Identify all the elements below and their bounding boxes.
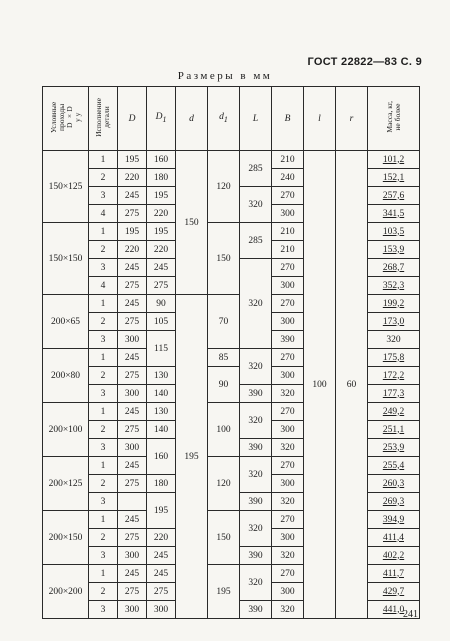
L-cell: 285 — [240, 151, 272, 187]
variant-cell: 2 — [89, 169, 118, 187]
L-cell: 390 — [240, 601, 272, 619]
mass-cell: 249,2 — [368, 403, 420, 421]
mass-cell: 251,1 — [368, 421, 420, 439]
B-cell: 270 — [272, 295, 304, 313]
variant-cell: 3 — [89, 547, 118, 565]
page-number: 241 — [403, 609, 418, 620]
d1-cell: 195 — [208, 565, 240, 619]
B-cell: 320 — [272, 439, 304, 457]
variant-cell: 3 — [89, 493, 118, 511]
D1-cell: 115 — [147, 331, 176, 367]
dn-cell: 200×100 — [43, 403, 89, 457]
mass-cell: 199,2 — [368, 295, 420, 313]
D1-cell: 90 — [147, 295, 176, 313]
variant-cell: 4 — [89, 205, 118, 223]
mass-cell: 268,7 — [368, 259, 420, 277]
D-cell: 245 — [118, 403, 147, 421]
B-cell: 320 — [368, 331, 420, 349]
D-cell: 300 — [118, 439, 147, 457]
D1-cell: 300 — [147, 601, 176, 619]
B-cell: 270 — [272, 403, 304, 421]
mass-cell: 175,8 — [368, 349, 420, 367]
col-header-D: D — [118, 87, 147, 151]
D-cell: 245 — [118, 295, 147, 313]
D1-cell: 245 — [147, 259, 176, 277]
D-cell: 245 — [118, 349, 147, 367]
D-cell: 275 — [118, 205, 147, 223]
D-cell: 275 — [118, 277, 147, 295]
mass-cell: 341,5 — [368, 205, 420, 223]
B-cell: 300 — [272, 277, 304, 295]
D-cell: 275 — [118, 529, 147, 547]
L-cell: 320 — [240, 511, 272, 547]
D1-cell: 140 — [147, 421, 176, 439]
B-cell: 300 — [272, 421, 304, 439]
D1-cell: 220 — [147, 205, 176, 223]
B-cell: 320 — [272, 385, 304, 403]
B-cell: 240 — [272, 169, 304, 187]
d1-cell: 120 — [208, 151, 240, 223]
B-cell: 210 — [272, 223, 304, 241]
D1-cell: 220 — [147, 529, 176, 547]
mass-cell: 352,3 — [368, 277, 420, 295]
col-header-r: r — [336, 87, 368, 151]
D1-cell: 245 — [147, 565, 176, 583]
B-cell: 210 — [272, 241, 304, 259]
mass-cell: 172,2 — [368, 367, 420, 385]
variant-cell: 3 — [89, 439, 118, 457]
D-cell: 195 — [118, 223, 147, 241]
D1-cell: 160 — [147, 439, 176, 475]
variant-cell: 2 — [89, 583, 118, 601]
dn-cell: 150×125 — [43, 151, 89, 223]
r-cell: 60 — [336, 151, 368, 619]
dn-cell: 200×150 — [43, 511, 89, 565]
d1-cell: 150 — [208, 511, 240, 565]
B-cell: 300 — [272, 313, 304, 331]
D1-cell: 245 — [147, 547, 176, 565]
col-header-d1: $d_1$ — [208, 87, 240, 151]
L-cell: 285 — [240, 223, 272, 259]
D-cell: 245 — [118, 187, 147, 205]
variant-cell: 1 — [89, 295, 118, 313]
L-cell: 390 — [272, 331, 304, 349]
B-cell: 210 — [272, 151, 304, 169]
variant-cell: 2 — [89, 367, 118, 385]
table-title: Размеры в мм — [177, 70, 273, 82]
B-cell: 270 — [272, 511, 304, 529]
D1-cell: 140 — [147, 385, 176, 403]
mass-cell: 152,1 — [368, 169, 420, 187]
D-cell: 195 — [118, 151, 147, 169]
L-cell: 320 — [240, 565, 272, 601]
L-cell: 320 — [240, 403, 272, 439]
col-header-B: B — [272, 87, 304, 151]
d1-cell: 150 — [208, 223, 240, 295]
standard-header: ГОСТ 22822—83 С. 9 — [307, 56, 422, 68]
variant-cell: 2 — [89, 241, 118, 259]
D-cell: 300 — [118, 331, 147, 349]
D1-cell: 180 — [147, 169, 176, 187]
D1-cell: 195 — [147, 187, 176, 205]
L-cell: 390 — [240, 385, 272, 403]
D1-cell: 195 — [147, 223, 176, 241]
mass-cell: 429,7 — [368, 583, 420, 601]
mass-cell: 153,9 — [368, 241, 420, 259]
D1-cell: 105 — [147, 313, 176, 331]
variant-cell: 3 — [89, 601, 118, 619]
dn-cell: 150×150 — [43, 223, 89, 295]
d1-cell: 120 — [208, 457, 240, 511]
variant-cell: 2 — [89, 313, 118, 331]
D-cell: 300 — [118, 601, 147, 619]
L-cell: 320 — [240, 349, 272, 385]
mass-cell: 441,0 — [368, 601, 420, 619]
variant-cell: 3 — [89, 259, 118, 277]
d-cell: 195 — [176, 295, 208, 619]
D-cell: 245 — [118, 457, 147, 475]
D1-cell: 220 — [147, 241, 176, 259]
col-header-mass: Масса, кг, не более — [368, 87, 420, 151]
header-row — [43, 87, 420, 151]
d1-cell: 85 — [208, 349, 240, 367]
col-header-D1: $D_1$ — [147, 87, 176, 151]
D-cell: 275 — [118, 367, 147, 385]
B-cell: 300 — [272, 583, 304, 601]
variant-cell: 1 — [89, 457, 118, 475]
D1-cell: 275 — [147, 277, 176, 295]
mass-cell: 257,6 — [368, 187, 420, 205]
col-header-d: d — [176, 87, 208, 151]
B-cell: 300 — [272, 205, 304, 223]
d1-cell: 90 — [208, 367, 240, 403]
D-cell: 300 — [118, 385, 147, 403]
D-cell: 220 — [118, 169, 147, 187]
L-cell: 390 — [240, 493, 272, 511]
D-cell: 275 — [118, 583, 147, 601]
B-cell: 320 — [272, 547, 304, 565]
D-cell: 245 — [118, 511, 147, 529]
D1-cell: 130 — [147, 403, 176, 421]
mass-cell: 103,5 — [368, 223, 420, 241]
col-header-l: l — [304, 87, 336, 151]
mass-cell: 269,3 — [368, 493, 420, 511]
dn-cell: 200×200 — [43, 565, 89, 619]
B-cell: 270 — [272, 187, 304, 205]
l-cell: 100 — [304, 151, 336, 619]
D-cell: 245 — [118, 259, 147, 277]
variant-cell: 3 — [89, 331, 118, 349]
B-cell: 300 — [272, 475, 304, 493]
variant-cell: 1 — [89, 511, 118, 529]
D1-cell: 160 — [147, 151, 176, 169]
variant-cell: 2 — [89, 529, 118, 547]
mass-cell: 101,2 — [368, 151, 420, 169]
variant-cell: 1 — [89, 403, 118, 421]
mass-cell: 253,9 — [368, 439, 420, 457]
L-cell: 320 — [240, 259, 272, 349]
D1-cell: 195 — [147, 493, 176, 529]
mass-cell: 411,4 — [368, 529, 420, 547]
D-cell: 220 — [118, 241, 147, 259]
variant-cell: 1 — [89, 151, 118, 169]
L-cell: 320 — [240, 187, 272, 223]
mass-cell: 394,9 — [368, 511, 420, 529]
B-cell: 300 — [272, 529, 304, 547]
d1-cell: 100 — [208, 403, 240, 457]
mass-cell: 177,3 — [368, 385, 420, 403]
mass-cell: 173,0 — [368, 313, 420, 331]
dn-cell: 200×65 — [43, 295, 89, 349]
L-cell: 390 — [240, 439, 272, 457]
L-cell: 320 — [240, 457, 272, 493]
variant-cell: 1 — [89, 349, 118, 367]
D1-cell: 275 — [147, 583, 176, 601]
mass-cell: 411,7 — [368, 565, 420, 583]
L-cell: 390 — [240, 547, 272, 565]
variant-cell: 3 — [89, 385, 118, 403]
variant-cell: 1 — [89, 223, 118, 241]
D1-cell: 130 — [147, 367, 176, 385]
mass-cell: 402,2 — [368, 547, 420, 565]
d-cell: 150 — [176, 151, 208, 295]
D-cell: 275 — [118, 313, 147, 331]
B-cell: 320 — [272, 493, 304, 511]
B-cell: 300 — [272, 367, 304, 385]
dn-cell: 200×80 — [43, 349, 89, 403]
dimensions-table — [42, 86, 420, 619]
B-cell: 270 — [272, 349, 304, 367]
D-cell: 275 — [118, 475, 147, 493]
B-cell: 270 — [272, 457, 304, 475]
mass-cell: 255,4 — [368, 457, 420, 475]
D-cell: 275 — [118, 421, 147, 439]
variant-cell: 4 — [89, 277, 118, 295]
col-header-variant: Исполнение детали — [89, 87, 118, 151]
variant-cell: 2 — [89, 421, 118, 439]
D1-cell: 180 — [147, 475, 176, 493]
d1-cell: 70 — [208, 295, 240, 349]
variant-cell: 3 — [89, 187, 118, 205]
table-row — [43, 151, 420, 169]
col-header-L: L — [240, 87, 272, 151]
variant-cell: 1 — [89, 565, 118, 583]
dn-cell: 200×125 — [43, 457, 89, 511]
B-cell: 270 — [272, 565, 304, 583]
col-header-dn: Условные проходы D ×D y y — [43, 87, 89, 151]
B-cell: 320 — [272, 601, 304, 619]
mass-cell: 260,3 — [368, 475, 420, 493]
D-cell: 300 — [118, 547, 147, 565]
D-cell: 245 — [118, 565, 147, 583]
D-cell — [118, 493, 147, 511]
B-cell: 270 — [272, 259, 304, 277]
variant-cell: 2 — [89, 475, 118, 493]
